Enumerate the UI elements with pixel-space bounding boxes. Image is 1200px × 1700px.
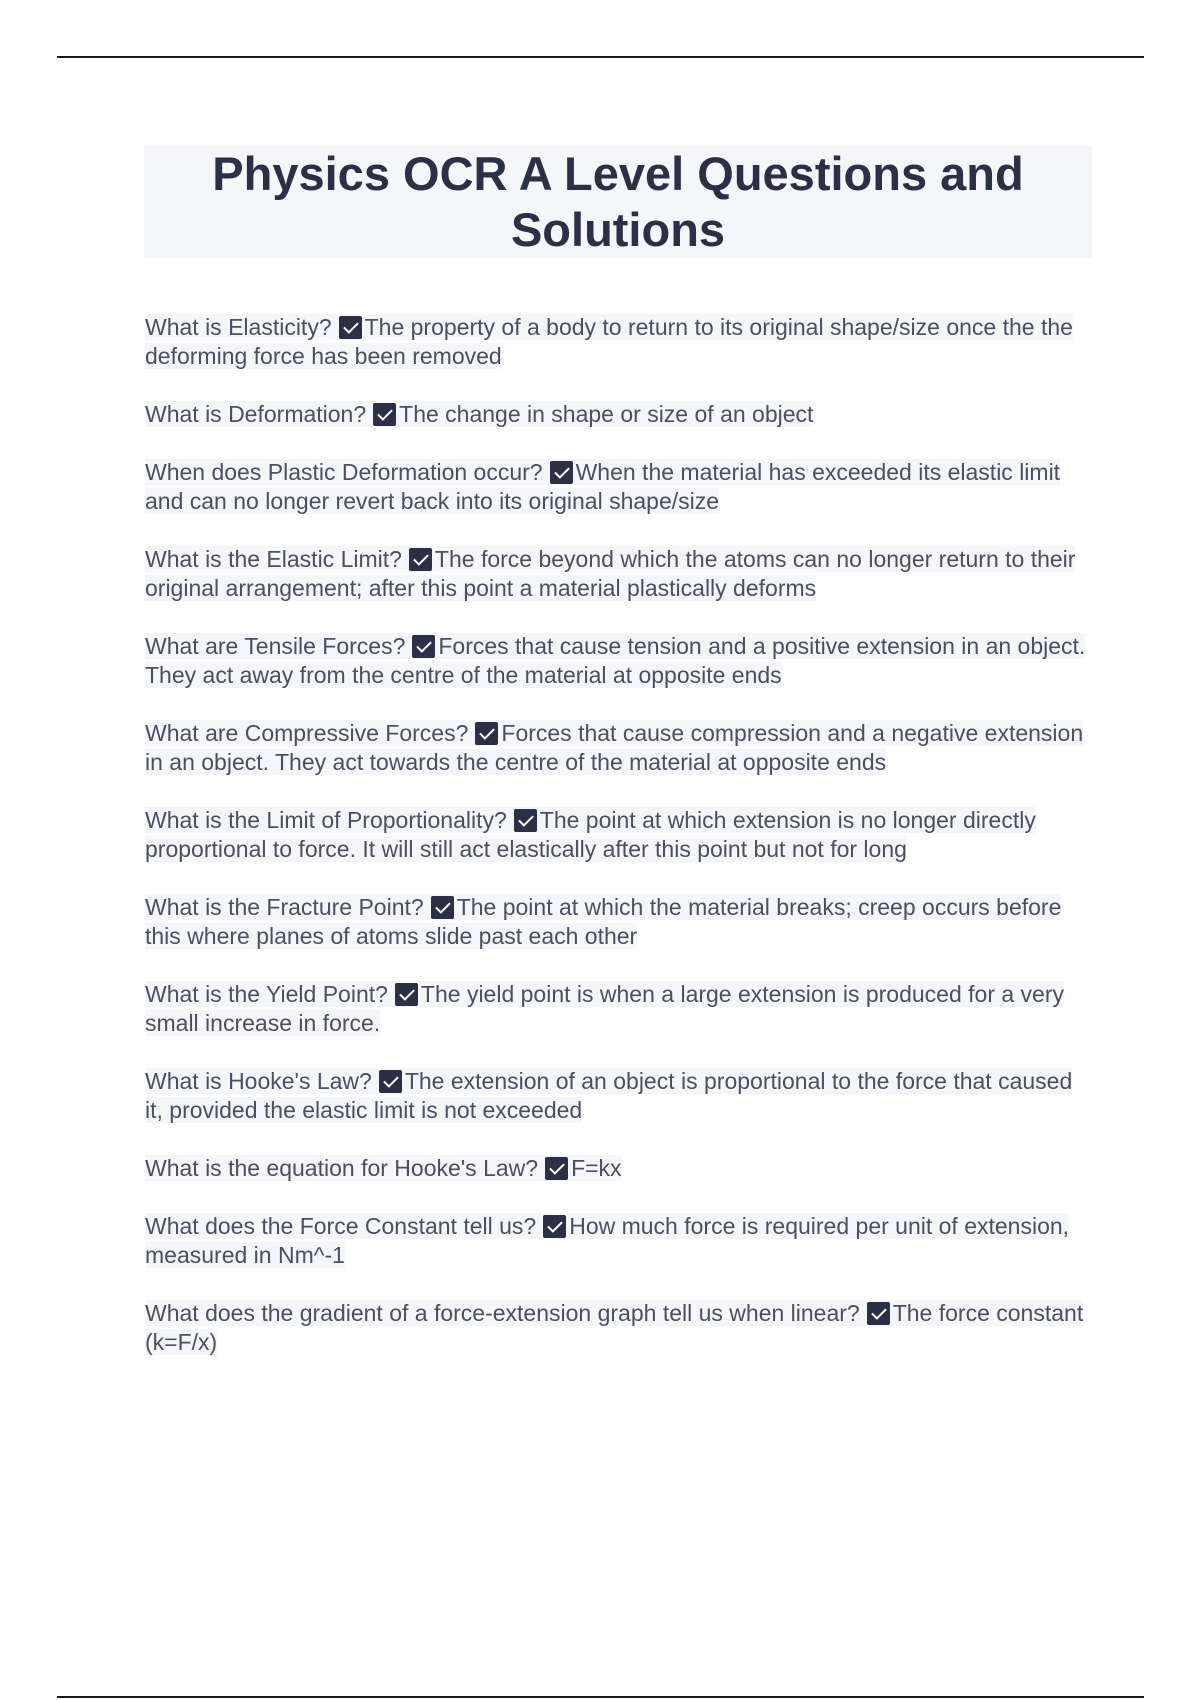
question-text: What is the Fracture Point? xyxy=(145,894,424,920)
answer-text: The property of a body to return to its original shape/size once the the deforming force has been removed xyxy=(145,314,1073,369)
question-text: What is the Elastic Limit? xyxy=(145,546,402,572)
page-title: Physics OCR A Level Questions and Solutions xyxy=(212,147,1024,256)
answer-text: How much force is required per unit of extension, measured in Nm^-1 xyxy=(145,1213,1070,1268)
qa-item xyxy=(145,719,1090,777)
question-text: What is Deformation? xyxy=(145,401,367,427)
check-box-icon xyxy=(409,548,432,571)
answer-text: The extension of an object is proportional to the force that caused it, provided the elastic limit is not exceeded xyxy=(145,1068,1073,1123)
question-text: What is the equation for Hooke's Law? xyxy=(145,1155,539,1181)
qa-item xyxy=(145,806,1090,864)
qa-list xyxy=(145,313,1090,1386)
question-text: What are Tensile Forces? xyxy=(145,633,406,659)
qa-item xyxy=(145,893,1090,951)
answer-text: The point at which the material breaks; creep occurs before this where planes of atoms slide past each other xyxy=(145,894,1062,949)
check-box-icon xyxy=(543,1215,566,1238)
answer-text: Forces that cause tension and a positive extension in an object. They act away from the centre of the material at opposite ends xyxy=(145,633,1086,688)
check-box-icon xyxy=(545,1157,568,1180)
check-box-icon xyxy=(475,722,498,745)
answer-text: The force constant (k=F/x) xyxy=(145,1300,1084,1355)
qa-item xyxy=(145,1067,1090,1125)
qa-item xyxy=(145,458,1090,516)
question-text: When does Plastic Deformation occur? xyxy=(145,459,543,485)
check-box-icon xyxy=(395,983,418,1006)
check-box-icon xyxy=(431,896,454,919)
top-rule xyxy=(57,56,1144,58)
question-text: What does the Force Constant tell us? xyxy=(145,1213,537,1239)
qa-item xyxy=(145,400,1090,429)
question-text: What is Hooke's Law? xyxy=(145,1068,372,1094)
question-text: What is the Limit of Proportionality? xyxy=(145,807,507,833)
answer-text: Forces that cause compression and a negative extension in an object. They act towards the centre of the material at opposite ends xyxy=(145,720,1084,775)
qa-item xyxy=(145,632,1090,690)
check-box-icon xyxy=(514,809,537,832)
qa-item xyxy=(145,1299,1090,1357)
answer-text: The point at which extension is no longer directly proportional to force. It will still act elastically after this point but not for long xyxy=(145,807,1036,862)
qa-item xyxy=(145,1154,1090,1183)
answer-text: The change in shape or size of an object xyxy=(399,401,814,427)
check-box-icon xyxy=(339,316,362,339)
bottom-rule xyxy=(57,1696,1144,1698)
qa-item xyxy=(145,980,1090,1038)
qa-item xyxy=(145,545,1090,603)
qa-item xyxy=(145,1212,1090,1270)
title-block xyxy=(144,146,1092,258)
answer-text: The force beyond which the atoms can no longer return to their original arrangement; after this point a material plastically deforms xyxy=(145,546,1076,601)
answer-text: When the material has exceeded its elastic limit and can no longer revert back into its original shape/size xyxy=(145,459,1061,514)
answer-text: The yield point is when a large extension is produced for a very small increase in force. xyxy=(145,981,1065,1036)
check-box-icon xyxy=(373,403,396,426)
check-box-icon xyxy=(867,1302,890,1325)
qa-item xyxy=(145,313,1090,371)
question-text: What is Elasticity? xyxy=(145,314,332,340)
answer-text: F=kx xyxy=(571,1155,622,1181)
question-text: What does the gradient of a force-extension graph tell us when linear? xyxy=(145,1300,860,1326)
question-text: What are Compressive Forces? xyxy=(145,720,469,746)
check-box-icon xyxy=(412,635,435,658)
question-text: What is the Yield Point? xyxy=(145,981,388,1007)
check-box-icon xyxy=(379,1070,402,1093)
check-box-icon xyxy=(550,461,573,484)
